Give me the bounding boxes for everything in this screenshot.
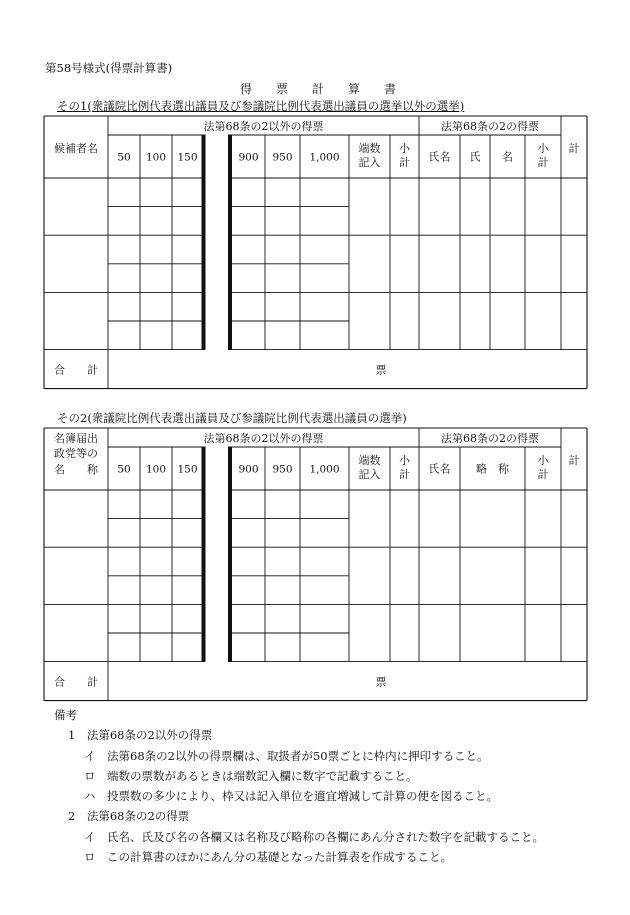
- group2-header: 法第68条の2の得票: [441, 120, 539, 133]
- column-break-bar: [228, 447, 232, 662]
- notes-item-1b: ロ 端数の票数があるときは端数記入欄に数字で記載すること。: [84, 768, 418, 783]
- votes-unit-label: 票: [375, 675, 387, 689]
- notes-heading: 備考: [54, 708, 77, 722]
- vote-unit-header: 100: [145, 151, 167, 164]
- g2-subtotal-header: 計: [537, 156, 549, 169]
- vote-unit-header: 150: [177, 463, 198, 476]
- notes-item-1a: イ 法第68条の2以外の得票欄は、取扱者が50票ごとに枠内に押印すること。: [84, 748, 489, 763]
- total-column-header: 計: [568, 142, 580, 155]
- notes-item-1c: ハ 投票数の多少により、枠又は記入単位を適宜増減して計算の便を図ること。: [84, 789, 498, 804]
- vote-unit-header: 950: [272, 463, 293, 476]
- vote-unit-header: 950: [272, 151, 293, 164]
- vote-unit-header: 1,000: [309, 463, 340, 476]
- vote-unit-header: 1,000: [309, 151, 340, 164]
- g2-name-header: 氏名: [428, 462, 451, 476]
- party-name-header: 名簿届出: [54, 432, 98, 445]
- group1-header: 法第68条の2以外の得票: [203, 432, 324, 445]
- notes-item-2: 2 法第68条の2の得票: [68, 809, 190, 824]
- vote-unit-header: 50: [117, 463, 131, 476]
- g2-subtotal-header: 小: [537, 142, 549, 155]
- candidate-name-header: 候補者名: [54, 142, 98, 155]
- notes-block: [54, 705, 544, 867]
- column-break-bar: [202, 447, 206, 662]
- section2-title: その2(衆議院比例代表選出議員及び参議院比例代表選出議員の選挙): [57, 411, 407, 425]
- vote-unit-header: 150: [177, 151, 198, 164]
- group1-header: 法第68条の2以外の得票: [203, 120, 324, 133]
- votes-unit-label: 票: [375, 363, 387, 377]
- party-name-header: 名 称: [54, 463, 98, 476]
- notes-item-2b: ロ この計算書のほかにあん分の基礎となった計算表を作成すること。: [84, 850, 452, 865]
- vote-unit-header: 900: [238, 151, 259, 164]
- vote-unit-header: 50: [117, 151, 131, 164]
- sum-row-label: 合 計: [54, 675, 98, 689]
- g2-surname-header: 氏: [469, 150, 481, 164]
- total-column-header: 計: [568, 454, 580, 467]
- group2-header: 法第68条の2の得票: [441, 432, 539, 445]
- g2-subtotal-header: 計: [537, 468, 549, 481]
- notes-item-2a: イ 氏名、氏及び名の各欄又は名称及び略称の各欄にあん分された数字を記載すること。: [84, 829, 544, 844]
- fraction-entry-header: 記入: [358, 156, 381, 169]
- g2-subtotal-header: 小: [537, 454, 549, 467]
- g2-abbrev-header: 略 称: [476, 462, 509, 476]
- fraction-entry-header: 端数: [358, 454, 381, 467]
- sum-row-label: 合 計: [54, 363, 98, 377]
- subtotal-header: 小: [399, 142, 410, 155]
- subtotal-header: 計: [399, 468, 410, 481]
- subtotal-header: 小: [399, 454, 410, 467]
- column-break-gap: [206, 447, 229, 663]
- subtotal-header: 計: [399, 156, 410, 169]
- section1-title: その1(衆議院比例代表選出議員及び参議院比例代表選出議員の選挙以外の選挙): [57, 99, 465, 113]
- vote-unit-header: 100: [145, 463, 167, 476]
- document-title: 得 票 計 算 書: [240, 82, 397, 96]
- form-number-label: 第58号様式(得票計算書): [45, 61, 173, 75]
- notes-item-1: 1 法第68条の2以外の得票: [68, 728, 213, 743]
- fraction-entry-header: 記入: [358, 468, 381, 481]
- vote-unit-header: 900: [238, 463, 259, 476]
- g2-fullname-header: 氏名: [428, 150, 451, 164]
- g2-givenname-header: 名: [502, 150, 513, 164]
- party-name-header: 政党等の: [54, 447, 98, 460]
- fraction-entry-header: 端数: [358, 142, 381, 155]
